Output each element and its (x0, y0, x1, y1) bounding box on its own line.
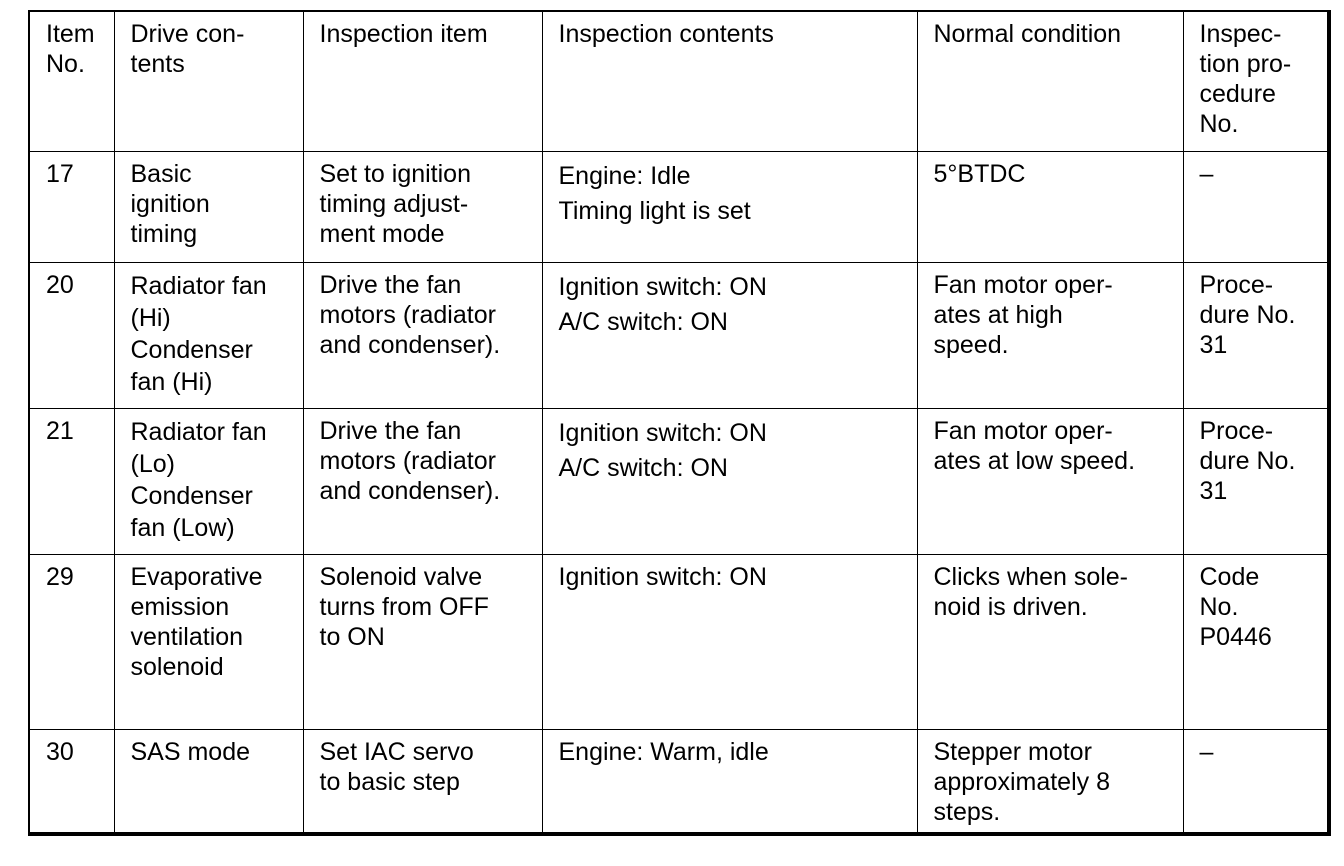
table-row (29, 554, 1329, 729)
cell-drive-contents: Basic ignition timing (114, 151, 303, 262)
cell-normal-condition: Fan motor oper- ates at high speed. (917, 262, 1183, 408)
table-row (29, 408, 1329, 554)
cell-drive-contents: Radiator fan (Lo) Condenser fan (Low) (114, 408, 303, 554)
cell-inspection-contents: Ignition switch: ON (542, 554, 917, 729)
cell-inspection-item: Solenoid valve turns from OFF to ON (303, 554, 542, 729)
cell-normal-condition: Stepper motor approximately 8 steps. (917, 729, 1183, 834)
cell-inspection-contents: Engine: Idle Timing light is set (542, 151, 917, 262)
cell-inspection-item: Set IAC servo to basic step (303, 729, 542, 834)
cell-drive-contents: Radiator fan (Hi) Condenser fan (Hi) (114, 262, 303, 408)
cell-inspection-contents: Ignition switch: ON A/C switch: ON (542, 408, 917, 554)
header-normal-condition: Normal condition (917, 11, 1183, 151)
header-drive-contents: Drive con- tents (114, 11, 303, 151)
cell-procedure-no: Proce- dure No. 31 (1183, 262, 1329, 408)
cell-procedure-no: – (1183, 151, 1329, 262)
table-row (29, 262, 1329, 408)
cell-procedure-no: Code No. P0446 (1183, 554, 1329, 729)
cell-item-no: 29 (29, 554, 114, 729)
header-inspection-procedure-no: Inspec- tion pro- cedure No. (1183, 11, 1329, 151)
cell-inspection-contents: Ignition switch: ON A/C switch: ON (542, 262, 917, 408)
cell-drive-contents: SAS mode (114, 729, 303, 834)
cell-procedure-no: – (1183, 729, 1329, 834)
header-item-no: Item No. (29, 11, 114, 151)
cell-inspection-item: Drive the fan motors (radiator and condenser). (303, 262, 542, 408)
cell-inspection-item: Set to ignition timing adjust- ment mode (303, 151, 542, 262)
table-row (29, 151, 1329, 262)
cell-item-no: 21 (29, 408, 114, 554)
cell-inspection-item: Drive the fan motors (radiator and condenser). (303, 408, 542, 554)
cell-normal-condition: 5°BTDC (917, 151, 1183, 262)
cell-inspection-contents: Engine: Warm, idle (542, 729, 917, 834)
actuator-test-table (28, 10, 1331, 836)
table-row (29, 729, 1329, 834)
header-inspection-item: Inspection item (303, 11, 542, 151)
cell-item-no: 17 (29, 151, 114, 262)
cell-procedure-no: Proce- dure No. 31 (1183, 408, 1329, 554)
cell-item-no: 20 (29, 262, 114, 408)
table-header-row (29, 11, 1329, 151)
cell-normal-condition: Clicks when sole- noid is driven. (917, 554, 1183, 729)
cell-normal-condition: Fan motor oper- ates at low speed. (917, 408, 1183, 554)
header-inspection-contents: Inspection contents (542, 11, 917, 151)
cell-item-no: 30 (29, 729, 114, 834)
cell-drive-contents: Evaporative emission ventilation solenoid (114, 554, 303, 729)
